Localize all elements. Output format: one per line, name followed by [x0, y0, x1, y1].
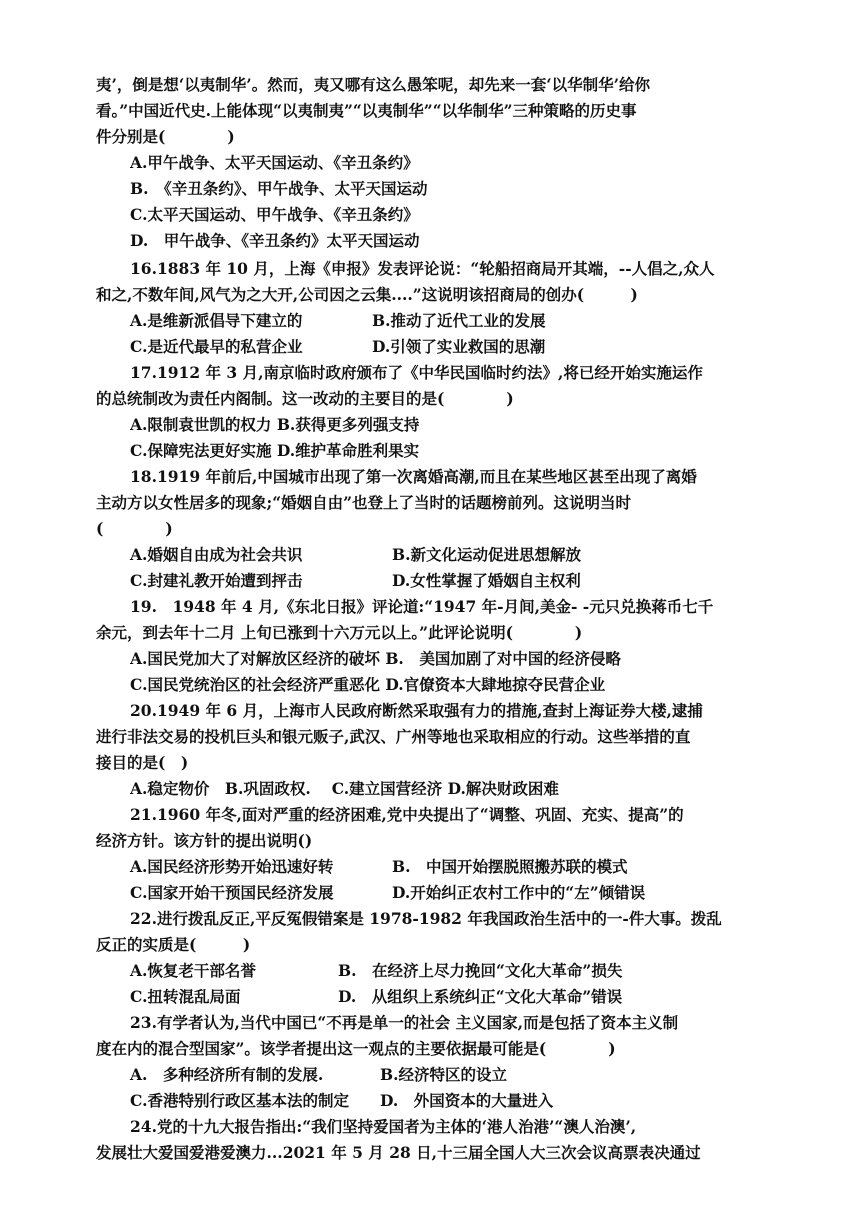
question-15-option-a: A.甲午战争、太平天国运动、《辛丑条约》 — [130, 153, 419, 172]
question-19-options-ab: A.国民党加大了对解放区经济的破坏 B. 美国加剧了对中国的经济侵略 — [130, 649, 621, 668]
question-18-text-line-3: ( ) — [96, 519, 173, 538]
question-17-options-cd: C.保障宪法更好实施 D.维护革命胜利果实 — [130, 441, 420, 460]
question-17-text-line-1: 17.1912 年 3 月,南京临时政府颁布了《中华民国临时约法》,将已经开始实施运作 — [130, 363, 703, 382]
question-19-text-line-2: 余元，到去年十二月 上旬已涨到十六万元以上。”此评论说明( ) — [96, 623, 583, 642]
question-20-text-line-3: 接目的是( ) — [96, 753, 189, 772]
question-15-option-c: C.太平天国运动、甲午战争、《辛丑条约》 — [130, 205, 419, 224]
question-19-options-cd: C.国民党统治区的社会经济严重恶化 D.官僚资本大肆地掠夺民营企业 — [130, 675, 606, 694]
question-17-text-line-2: 的总统制改为责任内阁制。这一改动的主要目的是( ) — [96, 389, 514, 408]
question-23-option-c: C.香港特别行政区基本法的制定 — [130, 1091, 349, 1110]
question-22-option-c: C.扭转混乱局面 — [130, 987, 241, 1006]
question-16-text-line-2: 和之,不数年间,风气为之大开,公司因之云集....”这说明该招商局的创办( ) — [96, 285, 638, 304]
question-18-text-line-1: 18.1919 年前后,中国城市出现了第一次离婚高潮,而且在某些地区甚至出现了离婚 — [130, 467, 697, 486]
question-16-option-b: B.推动了近代工业的发展 — [372, 311, 546, 330]
question-24-text-line-2: 发展壮大爱国爱港爱澳力...2021 年 5 月 28 日,十三届全国人大三次会议高票表决通过 — [96, 1143, 701, 1162]
question-21-text-line-2: 经济方针。该方针的提出说明() — [96, 831, 313, 850]
question-16-option-d: D.引领了实业救国的思潮 — [372, 337, 546, 356]
question-21-option-d: D.开始纠正农村工作中的“左”倾错误 — [392, 883, 646, 902]
question-22-text-line-2: 反正的实质是( ) — [96, 935, 251, 954]
question-23-text-line-1: 23.有学者认为,当代中国已“不再是单一的社会 主义国家,而是包括了资本主义制 — [130, 1013, 679, 1032]
question-18-text-line-2: 主动方以女性居多的现象;“婚姻自由”也登上了当时的话题榜前列。这说明当时 — [96, 493, 632, 512]
question-18-option-b: B.新文化运动促进思想解放 — [392, 545, 581, 564]
question-18-option-c: C.封建礼教开始遭到抨击 — [130, 571, 303, 590]
question-19-text-line-1: 19. 1948 年 4 月,《东北日报》评论道:“1947 年-月间,美金- -元只兑换蒋币七千 — [130, 597, 714, 616]
question-22-text-line-1: 22.进行拨乱反正,平反冤假错案是 1978-1982 年我国政治生活中的一-件大事。拨乱 — [130, 909, 722, 928]
question-15-text-line-2: 看。”中国近代史.上能体现“以夷制夷”“以夷制华”“以华制华”三种策略的历史事 — [96, 101, 637, 120]
question-16-option-a: A.是维新派倡导下建立的 — [130, 311, 303, 330]
question-16-text-line-1: 16.1883 年 10 月，上海《申报》发表评论说：“轮船招商局开其端，--人倡之,众人 — [130, 259, 715, 278]
question-21-text-line-1: 21.1960 年冬,面对严重的经济困难,党中央提出了“调整、巩固、充实、提高”的 — [130, 805, 684, 824]
question-20-options: A.稳定物价 B.巩固政权. C.建立国营经济 D.解决财政困难 — [130, 779, 559, 798]
question-24-text-line-1: 24.党的十九大报告指出:“我们坚持爱国者为主体的‘港人治港’“澳人治澳’, — [130, 1117, 637, 1136]
question-15-text-line-3: 件分别是( ) — [96, 127, 235, 146]
question-22-option-a: A.恢复老干部名誉 — [130, 961, 256, 980]
question-23-text-line-2: 度在内的混合型国家”。该学者提出这一观点的主要依据最可能是( ) — [96, 1039, 616, 1058]
question-21-option-c: C.国家开始干预国民经济发展 — [130, 883, 334, 902]
question-23-option-d: D. 外国资本的大量进入 — [380, 1091, 554, 1110]
question-21-option-b: B. 中国开始摆脱照搬苏联的模式 — [392, 857, 628, 876]
question-23-option-a: A. 多种经济所有制的发展. — [130, 1065, 324, 1084]
question-20-text-line-1: 20.1949 年 6 月，上海市人民政府断然采取强有力的措施,查封上海证券大楼,逮捕 — [130, 701, 703, 720]
question-20-text-line-2: 进行非法交易的投机巨头和银元贩子,武汉、广州等地也采取相应的行动。这些举措的直 — [96, 727, 691, 746]
question-16-option-c: C.是近代最早的私营企业 — [130, 337, 303, 356]
question-15-text-line-1: 夷’，倒是想‘以夷制华’。然而，夷又哪有这么愚笨呢，却先来一套‘以华制华’给你 — [96, 75, 650, 94]
question-21-option-a: A.国民经济形势开始迅速好转 — [130, 857, 334, 876]
question-15-option-b: B. 《辛丑条约》、甲午战争、太平天国运动 — [130, 179, 428, 198]
question-17-options-ab: A.限制袁世凯的权力 B.获得更多列强支持 — [130, 415, 420, 434]
question-18-option-d: D.女性掌握了婚姻自主权利 — [392, 571, 581, 590]
question-22-option-b: B. 在经济上尽力挽回“文化大革命”损失 — [338, 961, 623, 980]
question-18-option-a: A.婚姻自由成为社会共识 — [130, 545, 303, 564]
question-23-option-b: B.经济特区的设立 — [380, 1065, 507, 1084]
question-22-option-d: D. 从组织上系统纠正“文化大革命”错误 — [338, 987, 623, 1006]
question-15-option-d: D. 甲午战争、《辛丑条约》太平天国运动 — [130, 231, 420, 250]
